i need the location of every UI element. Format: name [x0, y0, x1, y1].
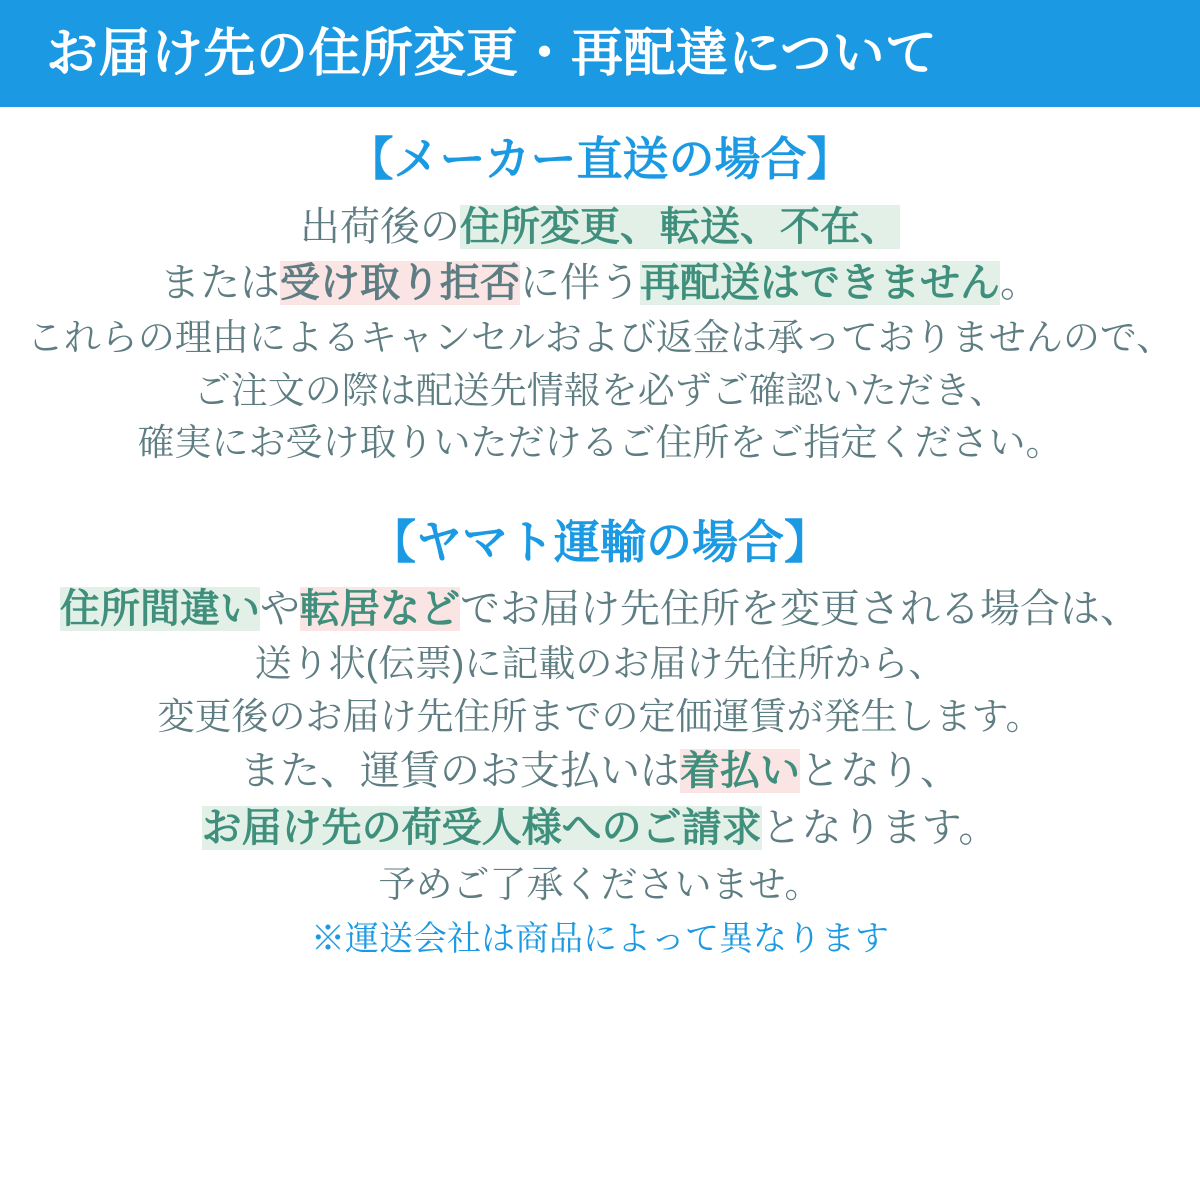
notice-line: 変更後のお届け先住所までの定価運賃が発生します。 — [157, 695, 1043, 737]
notice-line: 確実にお受け取りいただけるご住所をご指定ください。 — [137, 422, 1063, 464]
text-fragment: となり、 — [800, 749, 960, 794]
text-fragment: となります。 — [761, 805, 999, 850]
notice-line — [14, 743, 1186, 800]
text-fragment-highlight: 住所間違い — [60, 587, 260, 632]
notice-line — [14, 199, 1186, 256]
text-fragment-highlight: 再配送はできません — [640, 261, 1000, 306]
text-fragment: 出荷後の — [300, 204, 460, 249]
footnote: ※運送会社は商品によって異なります — [311, 920, 889, 959]
notice-line: ご注文の際は配送先情報を必ずご確認いただき、 — [193, 369, 1007, 411]
text-fragment: でお届け先住所を変更される場合は、 — [460, 587, 1140, 632]
text-fragment: や — [260, 587, 300, 632]
section-heading-maker-direct: 【メーカー直送の場合】 — [347, 133, 853, 185]
notice-line — [14, 581, 1186, 638]
text-fragment-highlight: 住所変更、転送、不在、 — [460, 204, 900, 249]
notice-line: 予めご了承くださいませ。 — [378, 863, 822, 905]
text-fragment-highlight: 転居など — [300, 587, 460, 632]
notice-line: 送り状(伝票)に記載のお届け先住所から、 — [254, 642, 946, 684]
notice-line — [14, 800, 1186, 857]
text-fragment: 。 — [1000, 261, 1040, 306]
text-fragment-highlight: お届け先の荷受人様へのご請求 — [201, 805, 762, 850]
notice-line — [14, 255, 1186, 312]
notice-line: これらの理由によるキャンセルおよび返金は承っておりませんので、 — [26, 317, 1174, 359]
text-fragment: また、運賃のお支払いは — [240, 749, 680, 794]
text-fragment: または — [160, 261, 280, 306]
page-header — [0, 0, 1200, 107]
text-fragment-highlight: 受け取り拒否 — [280, 261, 520, 306]
page-title: お届け先の住所変更・再配達について — [46, 24, 938, 83]
notice-body — [0, 131, 1200, 961]
text-fragment-highlight: 着払い — [680, 749, 800, 794]
text-fragment: に伴う — [520, 261, 640, 306]
section-heading-yamato: 【ヤマト運輸の場合】 — [370, 515, 830, 568]
